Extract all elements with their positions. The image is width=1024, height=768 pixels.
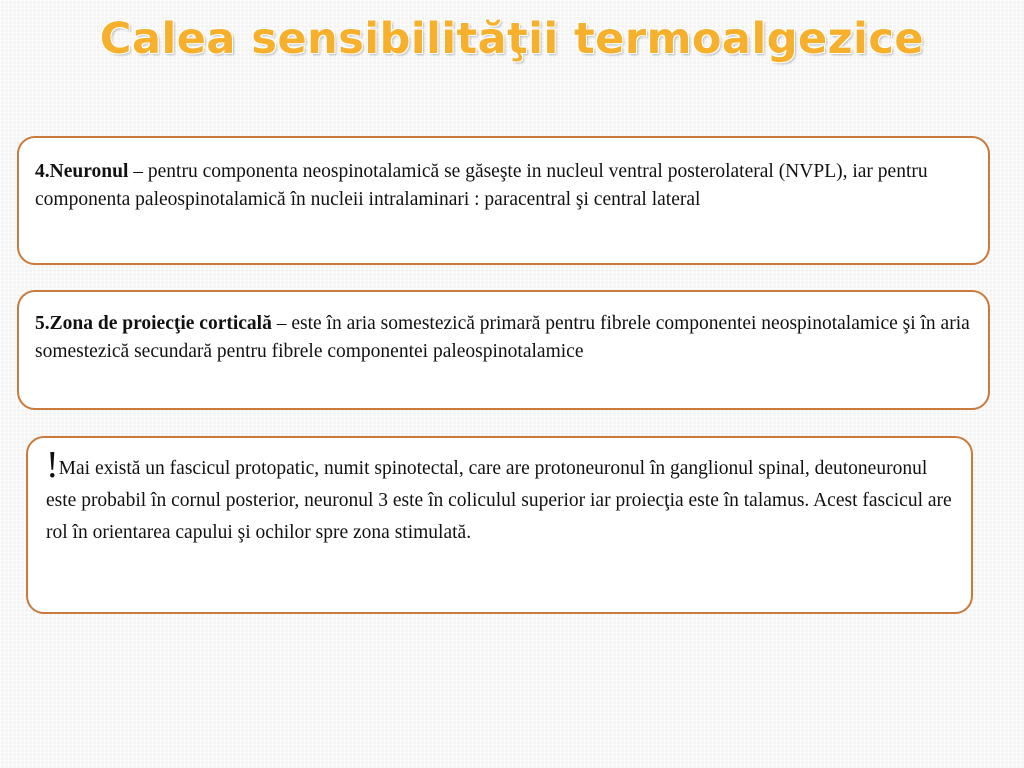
neuron-info-box <box>17 136 990 265</box>
spinotectal-description: Mai există un fascicul protopatic, numit spinotectal, care are protoneuronul în ganglionul spinal, deutoneuronul este probabil în cornul posterior, neuronul 3 este în coliculul superior iar proiecţia este în talamus. Acest fascicul are rol în orientarea capului şi ochilor spre zona stimulată. <box>46 458 952 543</box>
slide-title: Calea sensibilităţii termoalgezice <box>99 14 925 64</box>
cortical-projection-box <box>17 290 990 410</box>
cortical-description: – este în aria somestezică primară pentru fibrele componentei neospinotalamice şi în aria somestezică secundară pentru fibrele componentei paleospinotalamice <box>35 313 970 362</box>
cortical-heading: 5.Zona de proiecţie corticală <box>35 313 272 334</box>
exclamation-mark-icon: ! <box>46 444 59 486</box>
neuron-heading: 4.Neuronul <box>35 161 129 182</box>
spinotectal-note-box <box>26 436 973 614</box>
neuron-description: – pentru componenta neospinotalamică se găseşte in nucleul ventral posterolateral (NVPL), iar pentru componenta paleospinotalamică în nucleii intralaminari : paracentral şi central lateral <box>35 161 928 210</box>
